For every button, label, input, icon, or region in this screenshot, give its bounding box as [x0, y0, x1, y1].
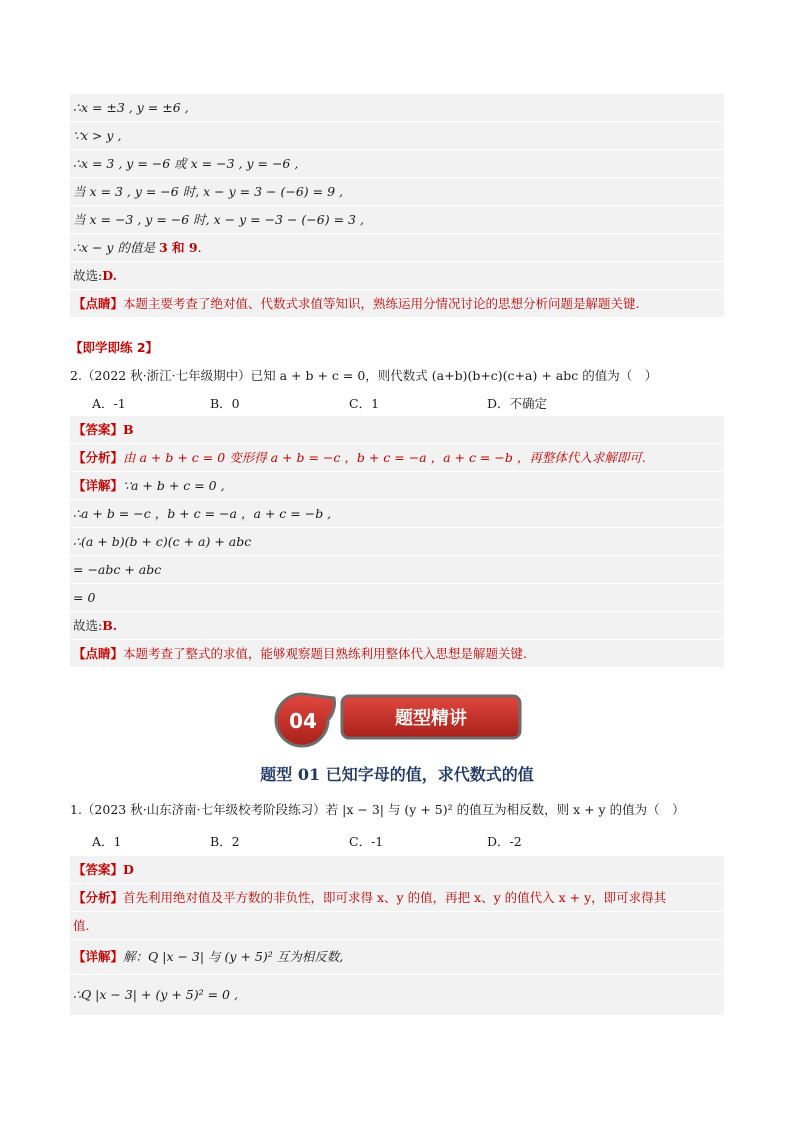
option-a: A．1 — [92, 834, 122, 849]
option-a: A．-1 — [92, 396, 126, 411]
solution-line: 当 x = −3 , y = −6 时, x − y = −3 − (−6) = 3 , — [70, 206, 724, 234]
detail-line: 【详解】∵a + b + c = 0 , — [70, 472, 724, 500]
question-text: 2.（2022 秋·浙江·七年级期中）已知 a + b + c = 0，则代数式 (a+b)(b+c)(c+a) + abc 的值为（ ） — [70, 368, 658, 383]
analysis-line: 【分析】首先利用绝对值及平方数的非负性，即可求得 x、y 的值，再把 x、y 的值代入 x + y，即可求得其 — [70, 884, 724, 912]
practice-header: 【即学即练 2】 — [70, 340, 159, 355]
solution-block-question1 — [70, 856, 724, 1016]
comment-line: 【点睛】本题考查了整式的求值，能够观察题目熟练利用整体代入思想是解题关键. — [70, 640, 724, 668]
solution-line: 当 x = 3 , y = −6 时, x − y = 3 − (−6) = 9 , — [70, 178, 724, 206]
detail-line: ∴(a + b)(b + c)(c + a) + abc — [70, 528, 724, 556]
banner-number: 04 — [289, 709, 317, 733]
detail-line: 【详解】解：Q |x − 3| 与 (y + 5)² 互为相反数, — [70, 940, 724, 975]
solution-block-practice2 — [70, 416, 724, 668]
solution-line: ∴x = ±3 , y = ±6 , — [70, 94, 724, 122]
solution-line: ∴x = 3 , y = −6 或 x = −3 , y = −6 , — [70, 150, 724, 178]
detail-line: ∴a + b = −c ，b + c = −a ，a + c = −b , — [70, 500, 724, 528]
option-d: D．不确定 — [487, 396, 548, 411]
analysis-line: 值. — [70, 912, 724, 940]
choice-line: 故选:B. — [70, 612, 724, 640]
comment-line: 【点睛】本题主要考查了绝对值、代数式求值等知识，熟练运用分情况讨论的思想分析问题是解题关键. — [70, 290, 724, 318]
option-c: C．-1 — [349, 834, 384, 849]
option-c: C．1 — [349, 396, 380, 411]
detail-line: = −abc + abc — [70, 556, 724, 584]
choice-line: 故选:D. — [70, 262, 724, 290]
option-d: D．-2 — [487, 834, 522, 849]
banner-label: 题型精讲 — [395, 708, 467, 729]
analysis-line: 【分析】由 a + b + c = 0 变形得 a + b = −c ，b + c = −a ，a + c = −b ，再整体代入求解即可. — [70, 444, 724, 472]
option-b: B．2 — [210, 834, 240, 849]
answer-line: 【答案】B — [70, 416, 724, 444]
detail-line: = 0 — [70, 584, 724, 612]
solution-block-top — [70, 94, 724, 318]
solution-line: ∵x > y , — [70, 122, 724, 150]
section-title: 题型 01 已知字母的值，求代数式的值 — [260, 765, 534, 784]
option-b: B．0 — [210, 396, 240, 411]
section-banner — [268, 688, 528, 748]
question-text: 1.（2023 秋·山东济南·七年级校考阶段练习）若 |x − 3| 与 (y + 5)² 的值互为相反数，则 x + y 的值为（ ） — [70, 802, 685, 817]
detail-line: ∴Q |x − 3| + (y + 5)² = 0 , — [70, 975, 724, 1016]
answer-line: 【答案】D — [70, 856, 724, 884]
solution-line: ∴x − y 的值是 3 和 9. — [70, 234, 724, 262]
